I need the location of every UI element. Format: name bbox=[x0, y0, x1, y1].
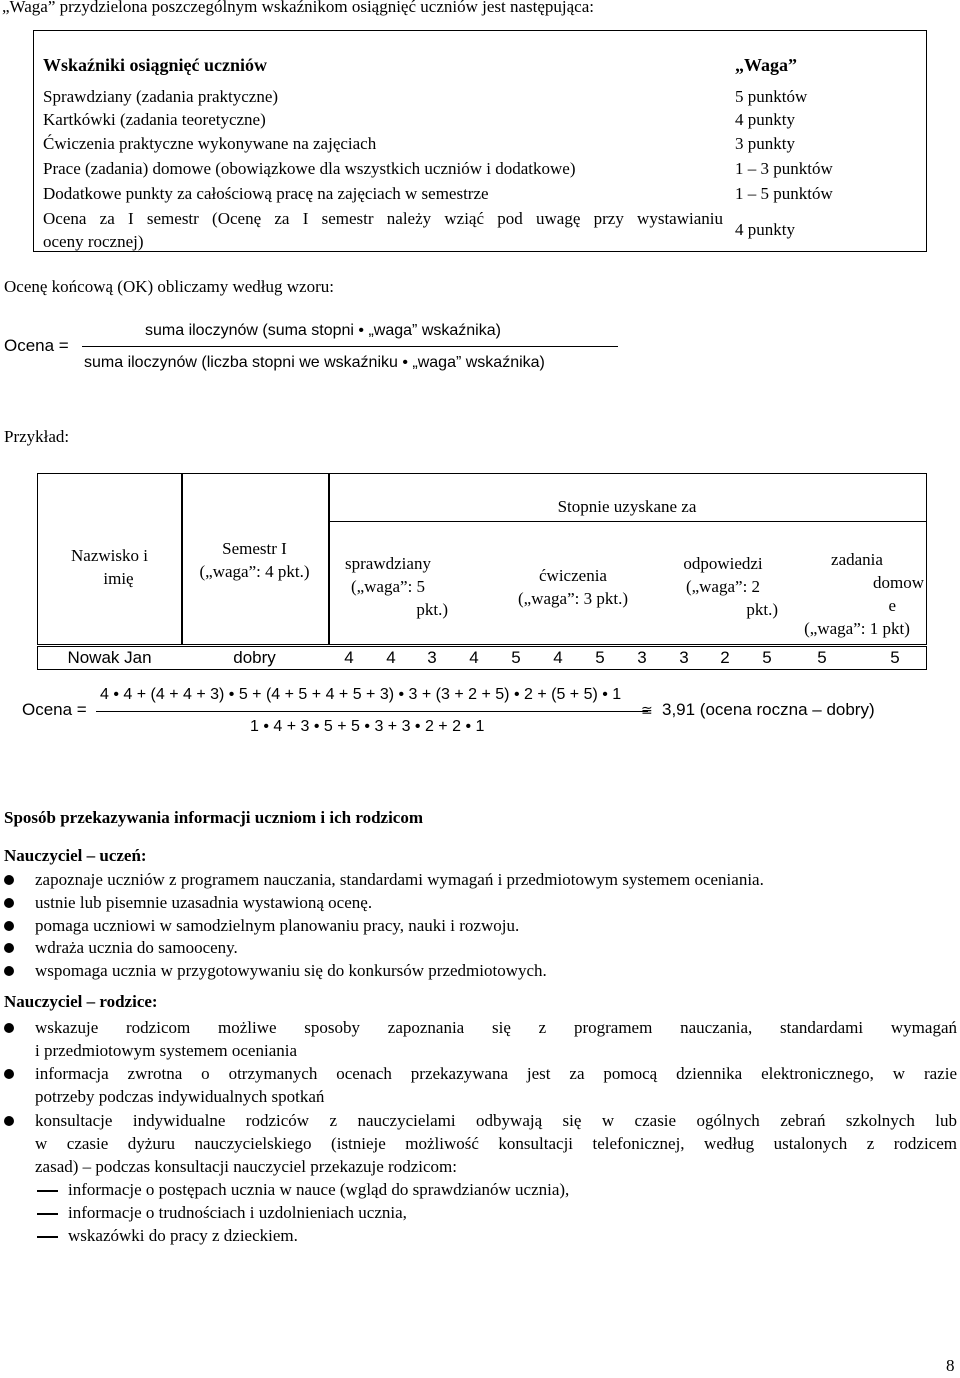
grade-cell: 3 bbox=[679, 648, 689, 667]
sub-list-item: informacje o postępach ucznia w nauce (wgląd do sprawdzianów ucznia), bbox=[68, 1180, 570, 1199]
col-answers-header: odpowiedzi („waga”: 2 pkt.) bbox=[683, 554, 778, 619]
bullet-icon bbox=[4, 875, 14, 885]
weights-row-value: 4 punkty bbox=[735, 110, 795, 129]
bullet-icon bbox=[4, 921, 14, 931]
bullet-icon bbox=[4, 966, 14, 976]
semester-grade: dobry bbox=[233, 648, 276, 667]
weights-row-label: Sprawdziany (zadania praktyczne) bbox=[43, 87, 279, 106]
grade-cell: 5 bbox=[595, 648, 605, 667]
grade-cell: 3 bbox=[427, 648, 437, 667]
weights-header-weight: „Waga” bbox=[735, 55, 798, 75]
list-item-line: informacja zwrotna o otrzymanych ocenach przekazywana jest za pomocą dziennika elektronicznego, w razie bbox=[35, 1064, 957, 1083]
calc-denominator: 1 • 4 + 3 • 5 + 5 • 3 + 3 • 2 + 2 • 1 bbox=[250, 718, 485, 735]
sub-list-item: wskazówki do pracy z dzieckiem. bbox=[68, 1226, 298, 1245]
list-item: ustnie lub pisemnie uzasadnia wystawioną ocenę. bbox=[35, 893, 373, 912]
intro-text: „Waga” przydzielona poszczególnym wskaźnikom osiągnięć uczniów jest następująca: bbox=[2, 0, 594, 16]
list-item: wdraża ucznia do samooceny. bbox=[35, 938, 238, 957]
calc-fraction-bar bbox=[96, 711, 648, 712]
weights-row-label: Kartkówki (zadania teoretyczne) bbox=[43, 110, 266, 129]
formula-lhs: Ocena = bbox=[4, 336, 69, 355]
list-item-line: w czasie dyżuru nauczycielskiego (istnieje możliwość konsultacji telefonicznej, według ustalonych z rodzicem bbox=[35, 1134, 957, 1153]
list-item-line: potrzeby podczas indywidualnych spotkań bbox=[35, 1087, 325, 1106]
student-name: Nowak Jan bbox=[67, 648, 152, 667]
calc-numerator: 4 • 4 + (4 + 4 + 3) • 5 + (4 + 5 + 4 + 5 + 3) • 3 + (3 + 2 + 5) • 2 + (5 + 5) • 1 bbox=[100, 686, 622, 703]
weights-row-value: 1 – 5 punktów bbox=[735, 184, 833, 203]
dash-icon bbox=[37, 1236, 58, 1238]
bullet-icon bbox=[4, 1116, 14, 1126]
bullet-icon bbox=[4, 943, 14, 953]
sub-list-item: informacje o trudnościach i uzdolnieniach ucznia, bbox=[68, 1203, 407, 1222]
col-tests-header: sprawdziany („waga”: 5 pkt.) bbox=[345, 554, 448, 619]
weights-row-label: Ćwiczenia praktyczne wykonywane na zajęciach bbox=[43, 134, 377, 153]
section-title: Sposób przekazywania informacji uczniom i ich rodzicom bbox=[4, 808, 423, 827]
calc-approx: ≅ bbox=[641, 702, 653, 718]
weights-row-label: oceny rocznej) bbox=[43, 232, 144, 251]
grade-cell: 4 bbox=[469, 648, 479, 667]
grade-cell: 4 bbox=[386, 648, 396, 667]
formula-intro: Ocenę końcową (OK) obliczamy według wzoru: bbox=[4, 277, 334, 296]
table-row bbox=[37, 646, 927, 670]
weights-row-value: 5 punktów bbox=[735, 87, 808, 106]
teacher-parents-title: Nauczyciel – rodzice: bbox=[4, 992, 158, 1011]
grade-cell: 3 bbox=[637, 648, 647, 667]
weights-row-value: 4 punkty bbox=[735, 220, 795, 239]
weights-header-indicators: Wskaźniki osiągnięć uczniów bbox=[43, 55, 268, 75]
list-item-line: wskazuje rodzicom możliwe sposoby zapoznania się z programem nauczania, standardami wymagań bbox=[35, 1018, 957, 1037]
list-item-line: konsultacje indywidualne rodziców z nauczycielami odbywają się w czasie ogólnych zebrań szkolnych lub bbox=[35, 1111, 957, 1130]
grade-cell: 5 bbox=[890, 648, 900, 667]
list-item: zapoznaje uczniów z programem nauczania, standardami wymagań i przedmiotowym systemem oceniania. bbox=[35, 870, 764, 889]
col-semester-header: Semestr I („waga”: 4 pkt.) bbox=[199, 539, 310, 581]
list-item-line: i przedmiotowym systemem oceniania bbox=[35, 1041, 298, 1060]
grade-cell: 5 bbox=[817, 648, 827, 667]
page-number: 8 bbox=[946, 1356, 955, 1375]
grade-cell: 2 bbox=[720, 648, 730, 667]
grades-span-header: Stopnie uzyskane za bbox=[557, 497, 697, 516]
list-item-line: zasad) – podczas konsultacji nauczyciel przekazuje rodzicom: bbox=[35, 1157, 457, 1176]
list-item: pomaga uczniowi w samodzielnym planowaniu pracy, nauki i rozwoju. bbox=[35, 916, 520, 935]
list-item: wspomaga ucznia w przygotowywaniu się do konkursów przedmiotowych. bbox=[35, 961, 547, 980]
col-name-header: Nazwisko i imię bbox=[71, 546, 148, 588]
grade-cell: 5 bbox=[511, 648, 521, 667]
col-exercises-header: ćwiczenia („waga”: 3 pkt.) bbox=[518, 566, 628, 608]
weights-row-value: 3 punkty bbox=[735, 134, 795, 153]
bullet-icon bbox=[4, 1023, 14, 1033]
weights-row-label: Prace (zadania) domowe (obowiązkowe dla wszystkich uczniów i dodatkowe) bbox=[43, 159, 576, 178]
weights-table bbox=[33, 30, 927, 252]
dash-icon bbox=[37, 1213, 58, 1215]
formula-numerator: suma iloczynów (suma stopni • „waga” wskaźnika) bbox=[145, 322, 501, 339]
bullet-icon bbox=[4, 1069, 14, 1079]
weights-row-label: Ocena za I semestr (Ocenę za I semestr należy wziąć pod uwagę przy wystawianiu bbox=[43, 209, 723, 228]
col-homework-header: zadania domow e („waga”: 1 pkt) bbox=[804, 550, 924, 638]
grade-cell: 4 bbox=[553, 648, 563, 667]
dash-icon bbox=[37, 1190, 58, 1192]
weights-row-label: Dodatkowe punkty za całościową pracę na zajęciach w semestrze bbox=[43, 184, 489, 203]
weights-row-value: 1 – 3 punktów bbox=[735, 159, 833, 178]
example-label: Przykład: bbox=[4, 427, 70, 446]
bullet-icon bbox=[4, 898, 14, 908]
grade-cell: 5 bbox=[762, 648, 772, 667]
formula-denominator: suma iloczynów (liczba stopni we wskaźniku • „waga” wskaźnika) bbox=[84, 354, 545, 371]
formula-fraction-bar bbox=[82, 346, 618, 347]
calc-result: 3,91 (ocena roczna – dobry) bbox=[662, 700, 875, 719]
teacher-student-title: Nauczyciel – uczeń: bbox=[4, 846, 147, 865]
example-table bbox=[37, 473, 927, 645]
calc-lhs: Ocena = bbox=[22, 700, 87, 719]
grade-cell: 4 bbox=[344, 648, 354, 667]
